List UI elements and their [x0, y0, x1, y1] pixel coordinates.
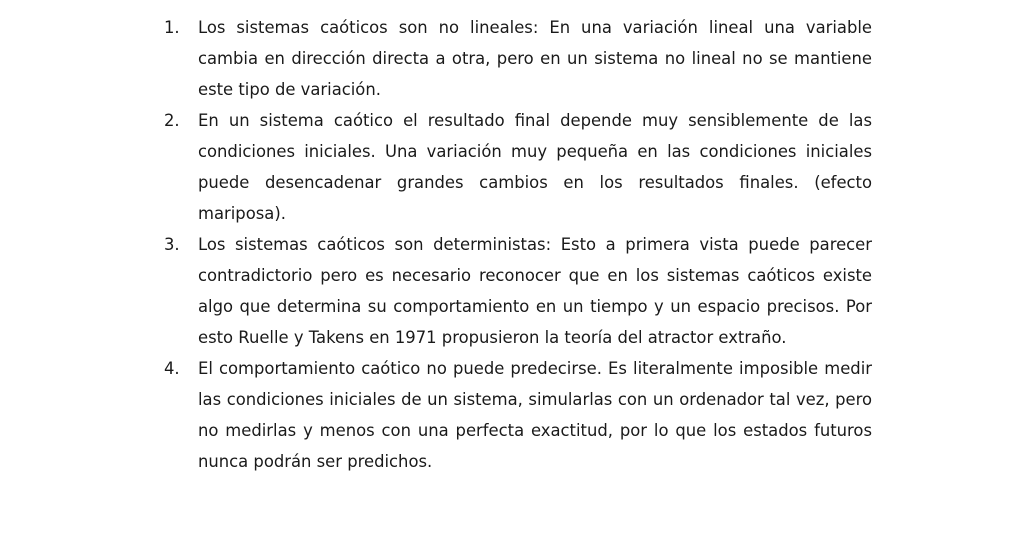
list-item — [164, 353, 872, 477]
list-item-text: En un sistema caótico el resultado final depende muy sensiblemente de las condiciones iniciales. Una variación muy pequeña en las condiciones iniciales puede desencadenar grandes cambios en los resultados finales. (efecto mariposa). — [198, 111, 872, 223]
list-item-number: 3. — [164, 235, 180, 254]
list-item-text: El comportamiento caótico no puede predecirse. Es literalmente imposible medir las condiciones iniciales de un sistema, simularlas con un ordenador tal vez, pero no medirlas y menos con una perfecta exactitud, por lo que los estados futuros nunca podrán ser predichos. — [198, 359, 872, 471]
list-item — [164, 105, 872, 229]
list-item-text: Los sistemas caóticos son no lineales: En una variación lineal una variable cambia en dirección directa a otra, pero en un sistema no lineal no se mantiene este tipo de variación. — [198, 18, 872, 99]
list-item-number: 4. — [164, 359, 180, 378]
list-item — [164, 229, 872, 353]
list-item-text: Los sistemas caóticos son deterministas: Esto a primera vista puede parecer contradictorio pero es necesario reconocer que en los sistemas caóticos existe algo que determina su comportamiento en un tiempo y un espacio precisos. Por esto Ruelle y Takens en 1971 propusieron la teoría del atractor extraño. — [198, 235, 872, 347]
document-body — [164, 12, 872, 477]
list-item — [164, 12, 872, 105]
numbered-list — [164, 12, 872, 477]
list-item-number: 2. — [164, 111, 180, 130]
list-item-number: 1. — [164, 18, 180, 37]
